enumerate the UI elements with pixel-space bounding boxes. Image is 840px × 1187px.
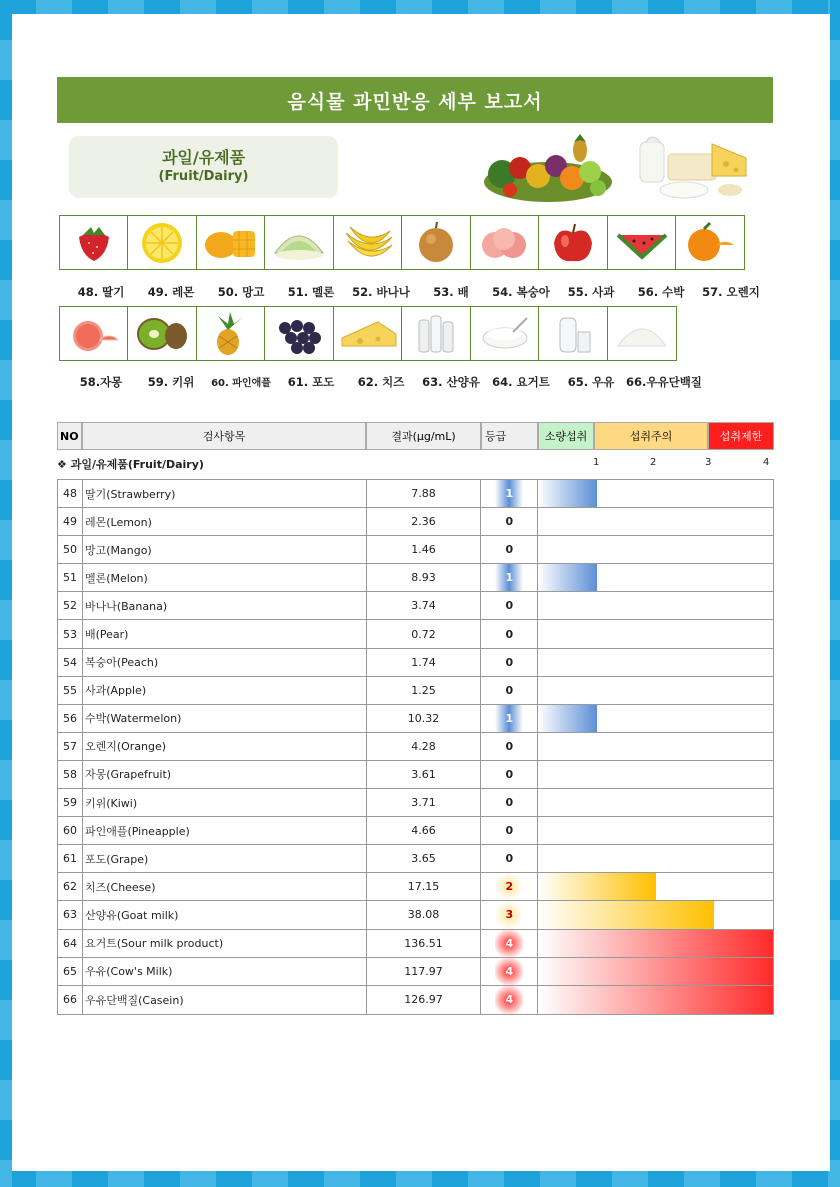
row-item: 딸기(Strawberry) <box>83 480 367 507</box>
table-row <box>58 761 773 789</box>
row-grade-bar <box>538 958 773 985</box>
row-grade <box>481 536 538 563</box>
row-grade-bar <box>538 901 773 928</box>
peach-icon <box>470 215 540 270</box>
row-item: 치즈(Cheese) <box>83 873 367 900</box>
food-labels-row-2 <box>66 374 702 390</box>
row-result: 38.08 <box>367 901 482 928</box>
row-no: 56 <box>58 705 83 732</box>
table-row <box>58 873 773 901</box>
row-item: 오렌지(Orange) <box>83 733 367 760</box>
row-no: 60 <box>58 817 83 844</box>
category-label <box>69 136 338 198</box>
row-item: 수박(Watermelon) <box>83 705 367 732</box>
grade-value: 0 <box>505 739 514 753</box>
table-row <box>58 845 773 873</box>
row-item: 망고(Mango) <box>83 536 367 563</box>
grade-value: 4 <box>505 993 514 1007</box>
row-grade-bar <box>538 480 773 507</box>
row-result: 4.66 <box>367 817 482 844</box>
row-result: 4.28 <box>367 733 482 760</box>
table-row <box>58 649 773 677</box>
row-grade <box>481 649 538 676</box>
table-row <box>58 901 773 929</box>
row-item: 우유(Cow's Milk) <box>83 958 367 985</box>
grade-value: 0 <box>505 627 514 641</box>
row-no: 59 <box>58 789 83 816</box>
grade-value: 0 <box>505 515 514 529</box>
scale-tick: 2 <box>650 457 657 468</box>
legend-caution: 섭취주의 <box>594 422 708 450</box>
table-row <box>58 677 773 705</box>
row-item: 키위(Kiwi) <box>83 789 367 816</box>
row-grade-bar <box>538 508 773 535</box>
row-grade-bar <box>538 620 773 647</box>
tile-label: 64. 요거트 <box>492 375 550 389</box>
row-no: 55 <box>58 677 83 704</box>
scale-tick: 1 <box>593 457 600 468</box>
tile-label: 65. 우유 <box>567 375 615 389</box>
watermelon-icon <box>607 215 677 270</box>
row-result: 1.74 <box>367 649 482 676</box>
table-row <box>58 508 773 536</box>
row-grade <box>481 817 538 844</box>
row-no: 64 <box>58 930 83 957</box>
grade-value: 4 <box>505 936 514 950</box>
row-grade <box>481 564 538 591</box>
row-grade <box>481 480 538 507</box>
row-grade <box>481 761 538 788</box>
table-row <box>58 480 773 508</box>
col-grade: 등급 <box>481 422 538 450</box>
row-grade-bar <box>538 564 773 591</box>
row-grade <box>481 930 538 957</box>
row-item: 사과(Apple) <box>83 677 367 704</box>
tile-label: 63. 산양유 <box>422 375 480 389</box>
col-item: 검사항목 <box>82 422 366 450</box>
row-grade <box>481 789 538 816</box>
row-result: 3.71 <box>367 789 482 816</box>
grade-value: 0 <box>505 796 514 810</box>
row-result: 10.32 <box>367 705 482 732</box>
strawberry-icon <box>59 215 129 270</box>
pineapple-icon <box>196 306 266 361</box>
page-border-bottom <box>0 1171 840 1187</box>
row-grade <box>481 958 538 985</box>
row-result: 117.97 <box>367 958 482 985</box>
table-row <box>58 705 773 733</box>
table-row <box>58 620 773 648</box>
tile-label: 57. 오렌지 <box>702 285 760 299</box>
row-grade-bar <box>538 986 773 1014</box>
grade-value: 1 <box>505 711 514 725</box>
section-title: ❖ 과일/유제품(Fruit/Dairy) <box>57 458 204 471</box>
grade-value: 0 <box>505 543 514 557</box>
table-row <box>58 733 773 761</box>
row-item: 배(Pear) <box>83 620 367 647</box>
grade-value: 1 <box>505 571 514 585</box>
casein-icon <box>607 306 677 361</box>
grade-value: 3 <box>505 908 514 922</box>
dairy-products-image <box>634 132 752 204</box>
tile-label: 61. 포도 <box>287 375 335 389</box>
pear-icon <box>401 215 471 270</box>
col-result: 결과(μg/mL) <box>366 422 481 450</box>
table-row <box>58 564 773 592</box>
row-result: 136.51 <box>367 930 482 957</box>
row-no: 61 <box>58 845 83 872</box>
fruit-basket-image <box>480 132 615 204</box>
row-result: 0.72 <box>367 620 482 647</box>
legend-low: 소량섭취 <box>538 422 594 450</box>
tile-label: 50. 망고 <box>217 285 265 299</box>
table-row <box>58 536 773 564</box>
row-grade-bar <box>538 845 773 872</box>
grade-bar-fill <box>538 930 773 957</box>
row-grade <box>481 873 538 900</box>
row-grade-bar <box>538 789 773 816</box>
row-grade <box>481 620 538 647</box>
row-result: 3.61 <box>367 761 482 788</box>
row-result: 17.15 <box>367 873 482 900</box>
results-table-body <box>57 479 774 1015</box>
row-grade-bar <box>538 677 773 704</box>
page-border-left <box>0 0 12 1187</box>
page-border-top <box>0 0 840 14</box>
row-result: 126.97 <box>367 986 482 1014</box>
page-border-right <box>830 0 840 1187</box>
row-result: 3.74 <box>367 592 482 619</box>
row-item: 요거트(Sour milk product) <box>83 930 367 957</box>
row-grade-bar <box>538 733 773 760</box>
row-result: 1.25 <box>367 677 482 704</box>
section-heading <box>57 456 775 472</box>
grade-value: 2 <box>505 880 514 894</box>
row-grade <box>481 986 538 1014</box>
row-grade-bar <box>538 536 773 563</box>
mango-icon <box>196 215 266 270</box>
food-labels-row-1 <box>66 284 766 300</box>
row-grade-bar <box>538 592 773 619</box>
grade-bar-fill <box>538 873 655 900</box>
food-tiles-row-1 <box>60 215 745 270</box>
cheese-icon <box>333 306 403 361</box>
yogurt-icon <box>470 306 540 361</box>
scale-tick: 4 <box>763 457 770 468</box>
row-no: 62 <box>58 873 83 900</box>
row-grade <box>481 733 538 760</box>
grade-value: 0 <box>505 683 514 697</box>
row-result: 1.46 <box>367 536 482 563</box>
apple-icon <box>538 215 608 270</box>
orange-icon <box>675 215 745 270</box>
grapefruit-icon <box>59 306 129 361</box>
tile-label: 62. 치즈 <box>357 375 405 389</box>
row-result: 8.93 <box>367 564 482 591</box>
row-result: 3.65 <box>367 845 482 872</box>
row-grade-bar <box>538 873 773 900</box>
grade-value: 0 <box>505 599 514 613</box>
tile-label: 60. 파인애플 <box>211 378 271 389</box>
category-ko: 과일/유제품 <box>161 148 246 167</box>
report-title: 음식물 과민반응 세부 보고서 <box>57 77 773 123</box>
row-no: 58 <box>58 761 83 788</box>
row-no: 50 <box>58 536 83 563</box>
row-no: 54 <box>58 649 83 676</box>
row-item: 우유단백질(Casein) <box>83 986 367 1014</box>
grade-value: 1 <box>505 487 514 501</box>
row-item: 복숭아(Peach) <box>83 649 367 676</box>
row-item: 파인애플(Pineapple) <box>83 817 367 844</box>
row-no: 57 <box>58 733 83 760</box>
grade-bar-fill <box>538 705 597 732</box>
tile-label: 53. 배 <box>433 285 469 299</box>
row-no: 63 <box>58 901 83 928</box>
row-no: 65 <box>58 958 83 985</box>
grade-value: 0 <box>505 852 514 866</box>
row-no: 48 <box>58 480 83 507</box>
tile-label: 54. 복숭아 <box>492 285 550 299</box>
banana-icon <box>333 215 403 270</box>
grape-icon <box>264 306 334 361</box>
tile-label: 52. 바나나 <box>352 285 410 299</box>
grade-bar-fill <box>538 958 773 985</box>
tile-label: 66.우유단백질 <box>626 375 702 389</box>
grade-bar-fill <box>538 986 773 1014</box>
scale-tick: 3 <box>705 457 712 468</box>
row-grade-bar <box>538 761 773 788</box>
tile-label: 48. 딸기 <box>77 285 125 299</box>
milk-icon <box>538 306 608 361</box>
goat-milk-icon <box>401 306 471 361</box>
row-result: 2.36 <box>367 508 482 535</box>
food-tiles-row-2 <box>60 306 677 361</box>
results-table-header <box>57 422 774 450</box>
grade-value: 0 <box>505 655 514 669</box>
row-item: 레몬(Lemon) <box>83 508 367 535</box>
row-result: 7.88 <box>367 480 482 507</box>
table-row <box>58 789 773 817</box>
grade-value: 0 <box>505 824 514 838</box>
table-row <box>58 930 773 958</box>
category-en: (Fruit/Dairy) <box>158 169 249 184</box>
tile-label: 58.자몽 <box>79 375 123 389</box>
row-item: 포도(Grape) <box>83 845 367 872</box>
row-no: 52 <box>58 592 83 619</box>
tile-label: 51. 멜론 <box>287 285 335 299</box>
melon-icon <box>264 215 334 270</box>
grade-bar-fill <box>538 901 714 928</box>
row-grade <box>481 508 538 535</box>
row-grade <box>481 845 538 872</box>
row-no: 66 <box>58 986 83 1014</box>
grade-bar-fill <box>538 564 597 591</box>
row-grade-bar <box>538 817 773 844</box>
row-grade-bar <box>538 705 773 732</box>
grade-value: 4 <box>505 964 514 978</box>
row-no: 53 <box>58 620 83 647</box>
row-grade <box>481 677 538 704</box>
lemon-icon <box>127 215 197 270</box>
row-grade <box>481 592 538 619</box>
row-no: 49 <box>58 508 83 535</box>
report-page <box>12 14 830 1171</box>
row-grade-bar <box>538 649 773 676</box>
row-item: 산양유(Goat milk) <box>83 901 367 928</box>
tile-label: 55. 사과 <box>567 285 615 299</box>
row-no: 51 <box>58 564 83 591</box>
row-grade <box>481 901 538 928</box>
table-row <box>58 592 773 620</box>
grade-bar-fill <box>538 480 597 507</box>
tile-label: 49. 레몬 <box>147 285 195 299</box>
table-row <box>58 958 773 986</box>
grade-value: 0 <box>505 767 514 781</box>
kiwi-icon <box>127 306 197 361</box>
row-item: 바나나(Banana) <box>83 592 367 619</box>
col-no: NO <box>57 422 82 450</box>
tile-label: 59. 키위 <box>147 375 195 389</box>
row-item: 멜론(Melon) <box>83 564 367 591</box>
legend-restrict: 섭취제한 <box>708 422 774 450</box>
row-item: 자몽(Grapefruit) <box>83 761 367 788</box>
table-row <box>58 986 773 1014</box>
table-row <box>58 817 773 845</box>
row-grade-bar <box>538 930 773 957</box>
row-grade <box>481 705 538 732</box>
tile-label: 56. 수박 <box>637 285 685 299</box>
